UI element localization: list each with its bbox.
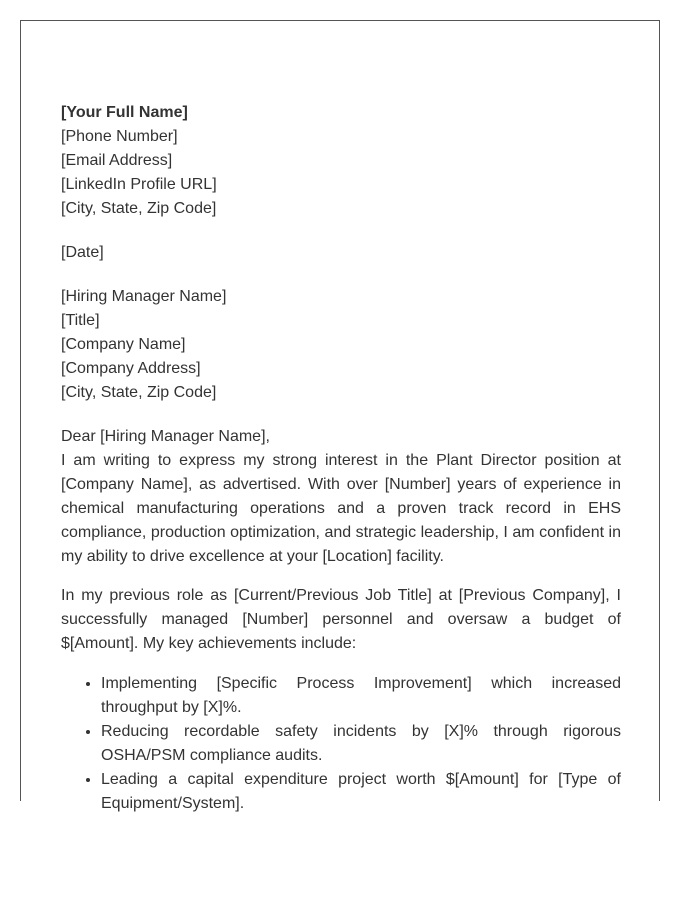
salutation: Dear [Hiring Manager Name], <box>61 428 270 445</box>
recipient-block <box>61 285 621 405</box>
list-item: • Leading a capital expenditure project worth $[Amount] for [Type of Equipment/System]. <box>101 768 621 816</box>
recipient-name: [Hiring Manager Name] <box>61 288 227 305</box>
letter-content <box>61 101 621 816</box>
sender-block <box>61 101 621 221</box>
body-paragraph-1: I am writing to express my strong interest in the Plant Director position at [Company Name], as advertised. With over [Number] years of experience in chemical manufacturing operations and a proven track record in EHS compliance, production optimization, and strategic leadership, I am confident in my ability to drive excellence at your [Location] facility. <box>61 452 621 565</box>
recipient-title: [Title] <box>61 312 100 329</box>
list-item: • Implementing [Specific Process Improvement] which increased throughput by [X]%. <box>101 672 621 720</box>
recipient-address: [Company Address] <box>61 360 201 377</box>
letter-body <box>61 425 621 816</box>
sender-city-state-zip: [City, State, Zip Code] <box>61 200 217 217</box>
letter-page <box>20 20 660 812</box>
letter-date: [Date] <box>61 244 104 261</box>
list-item: • Reducing recordable safety incidents by [X]% through rigorous OSHA/PSM compliance audits. <box>101 720 621 768</box>
sender-email: [Email Address] <box>61 152 173 169</box>
achievements-list <box>61 672 621 816</box>
sender-linkedin: [LinkedIn Profile URL] <box>61 176 217 193</box>
sender-phone: [Phone Number] <box>61 128 178 145</box>
recipient-city-state-zip: [City, State, Zip Code] <box>61 384 217 401</box>
recipient-company: [Company Name] <box>61 336 186 353</box>
date-block <box>61 241 621 265</box>
body-paragraph-2: In my previous role as [Current/Previous Job Title] at [Previous Company], I successfully managed [Number] personnel and oversaw a budget of $[Amount]. My key achievements include: <box>61 587 621 652</box>
sender-name: [Your Full Name] <box>61 104 188 121</box>
